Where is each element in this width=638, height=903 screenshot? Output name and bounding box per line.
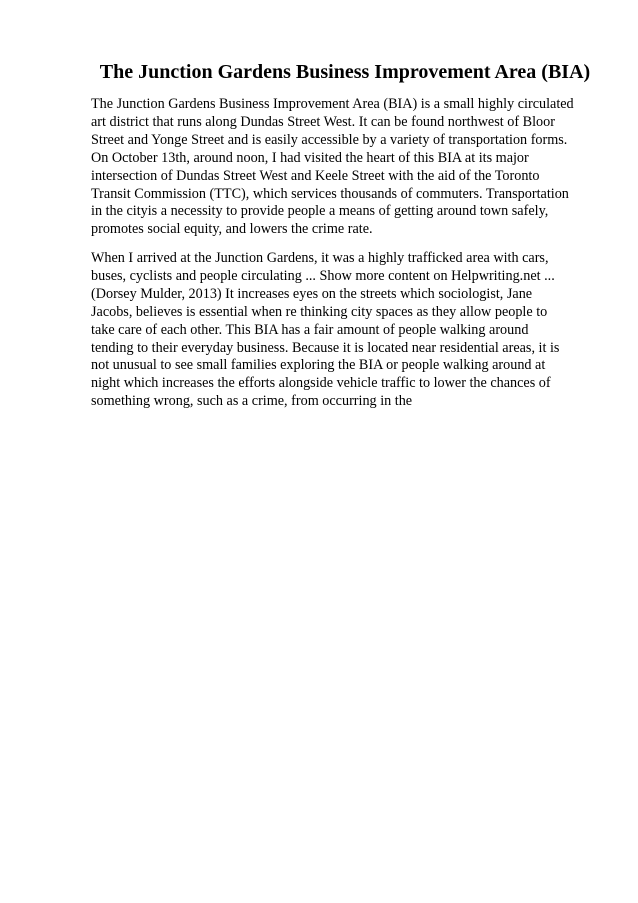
paragraph-line: Street and Yonge Street and is easily accessible by a variety of transportation forms. [91,131,568,148]
document-title: The Junction Gardens Business Improvement Area (BIA) [99,61,591,83]
paragraph-line: in the cityis a necessity to provide people a means of getting around town safely, [91,203,549,220]
paragraph-line: take care of each other. This BIA has a fair amount of people walking around [91,321,529,338]
paragraph-line: buses, cyclists and people circulating ... Show more content on Helpwriting.net ... [91,267,555,284]
paragraph-line: intersection of Dundas Street West and Keele Street with the aid of the Toronto [91,167,540,184]
paragraph-2 [91,250,591,411]
paragraph-line: Transit Commission (TTC), which services thousands of commuters. Transportation [91,185,569,202]
paragraph-line: When I arrived at the Junction Gardens, it was a highly trafficked area with cars, [91,250,549,266]
paragraph-line: The Junction Gardens Business Improvement Area (BIA) is a small highly circulated [91,96,574,112]
paragraph-line: On October 13th, around noon, I had visited the heart of this BIA at its major [91,149,529,166]
paragraph-line: night which increases the efforts alongside vehicle traffic to lower the chances of [91,375,551,392]
paragraph-line: not unusual to see small families exploring the BIA or people walking around at [91,357,546,374]
paragraph-line: promotes social equity, and lowers the crime rate. [91,221,373,238]
paragraph-line: art district that runs along Dundas Street West. It can be found northwest of Bloor [91,113,555,130]
paragraph-1 [91,96,591,239]
paragraph-line: tending to their everyday business. Because it is located near residential areas, it is [91,339,560,356]
paragraph-line: (Dorsey Mulder, 2013) It increases eyes on the streets which sociologist, Jane [91,285,533,302]
paragraph-line: something wrong, such as a crime, from occurring in the [91,393,413,410]
paragraph-line: Jacobs, believes is essential when re thinking city spaces as they allow people to [91,303,548,320]
